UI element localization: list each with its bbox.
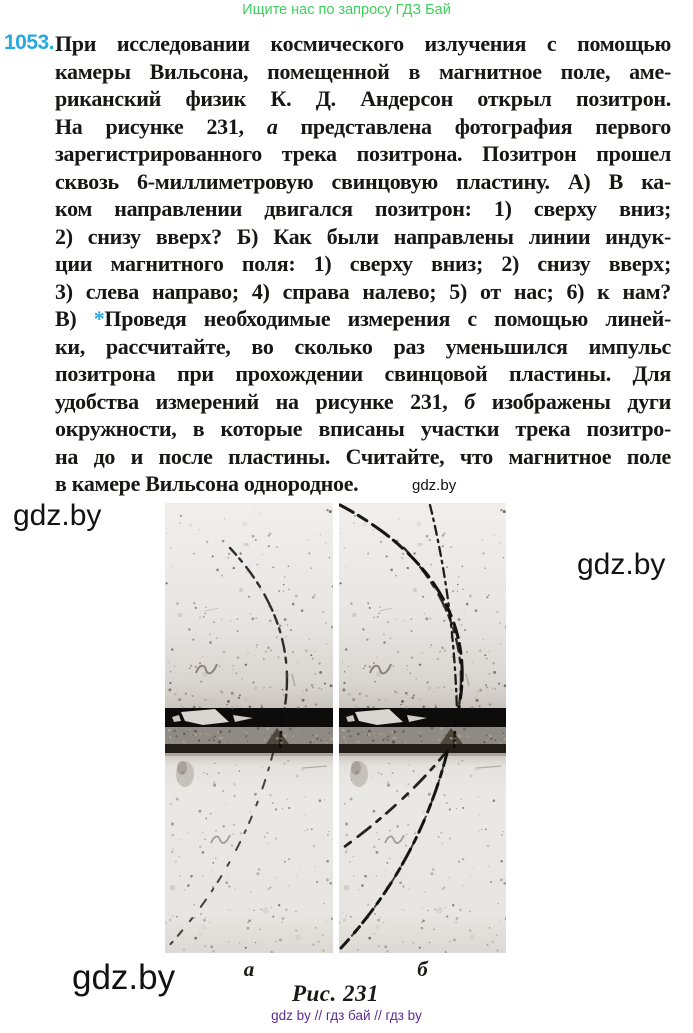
text-segment: риканский физик К. Д. Андерсон открыл позитрон. [55, 86, 671, 111]
text-segment: в камере Вильсона однородное. [55, 471, 359, 496]
text-segment: сквозь 6-миллиметровую свинцовую пластину. А) В ка- [55, 168, 671, 194]
panel-label-a: а [243, 957, 255, 981]
text-segment: зарегистрированного трека позитрона. Позитрон прошел [55, 141, 671, 166]
text-line [55, 250, 671, 278]
watermark-inline: gdz.by [412, 477, 457, 494]
text-line [55, 168, 671, 196]
text-segment: представлена фотография первого [277, 113, 671, 139]
text-line [55, 443, 671, 471]
text-segment: При исследовании космического излучения с помощью [55, 31, 671, 56]
text-line [55, 140, 671, 168]
watermark-top-left: gdz.by [13, 499, 102, 532]
text-segment: ки, рассчитайте, во сколько раз уменьшился импульс [55, 333, 671, 359]
text-line [55, 415, 671, 443]
italic-ref: а [266, 113, 278, 139]
text-segment: ции магнитного поля: 1) сверху вниз; 2) снизу вверх; [55, 251, 671, 276]
text-segment: позитрона при прохождении свинцовой пластины. Для [55, 361, 671, 386]
text-line [55, 278, 671, 306]
text-line [55, 58, 671, 86]
watermark-right: gdz.by [577, 548, 666, 581]
text-segment: изображены дуги [474, 388, 671, 414]
text-line [55, 223, 671, 251]
figure-caption: Рис. 231 [291, 981, 380, 1006]
text-segment: Проведя необходимые измерения с помощью линей- [104, 306, 672, 331]
text-line [55, 195, 671, 223]
footer-links[interactable]: gdz by // гдз бай // гдз by [271, 1008, 422, 1023]
text-line [55, 85, 671, 113]
cloud-chamber-photo [165, 503, 506, 953]
text-line [55, 388, 671, 416]
text-segment: ком направлении двигался позитрон: 1) сверху вниз; [55, 196, 671, 221]
text-segment: на до и после пластины. Считайте, что магнитное поле [55, 443, 671, 469]
text-segment: окружности, в которые вписаны участки трека позитро- [55, 416, 671, 441]
text-line [55, 305, 671, 333]
italic-ref: б [464, 388, 475, 414]
starred-task-marker: * [93, 306, 105, 331]
photo-panel-a [165, 503, 334, 953]
problem-number: 1053. [4, 31, 55, 54]
text-segment: камеры Вильсона, помещенной в магнитное поле, аме- [55, 58, 671, 84]
text-segment: На рисунке 231, [55, 113, 267, 139]
promo-banner: Ищите нас по запросу ГДЗ Бай [242, 2, 451, 18]
text-segment: В) [55, 306, 94, 331]
text-segment: 2) снизу вверх? Б) Как были направлены линии индук- [55, 223, 671, 249]
watermark-bottom-left: gdz.by [72, 958, 176, 997]
photo-panel-b [338, 503, 506, 953]
text-line [55, 470, 671, 498]
text-segment: 3) слева направо; 4) справа налево; 5) от нас; 6) к нам? [55, 278, 671, 304]
text-segment: удобства измерений на рисунке 231, [55, 388, 465, 414]
text-line [55, 113, 671, 141]
text-line [55, 333, 671, 361]
panel-label-b: б [417, 957, 428, 981]
text-line [55, 360, 671, 388]
text-line [55, 30, 671, 58]
problem-paragraph [55, 30, 671, 498]
